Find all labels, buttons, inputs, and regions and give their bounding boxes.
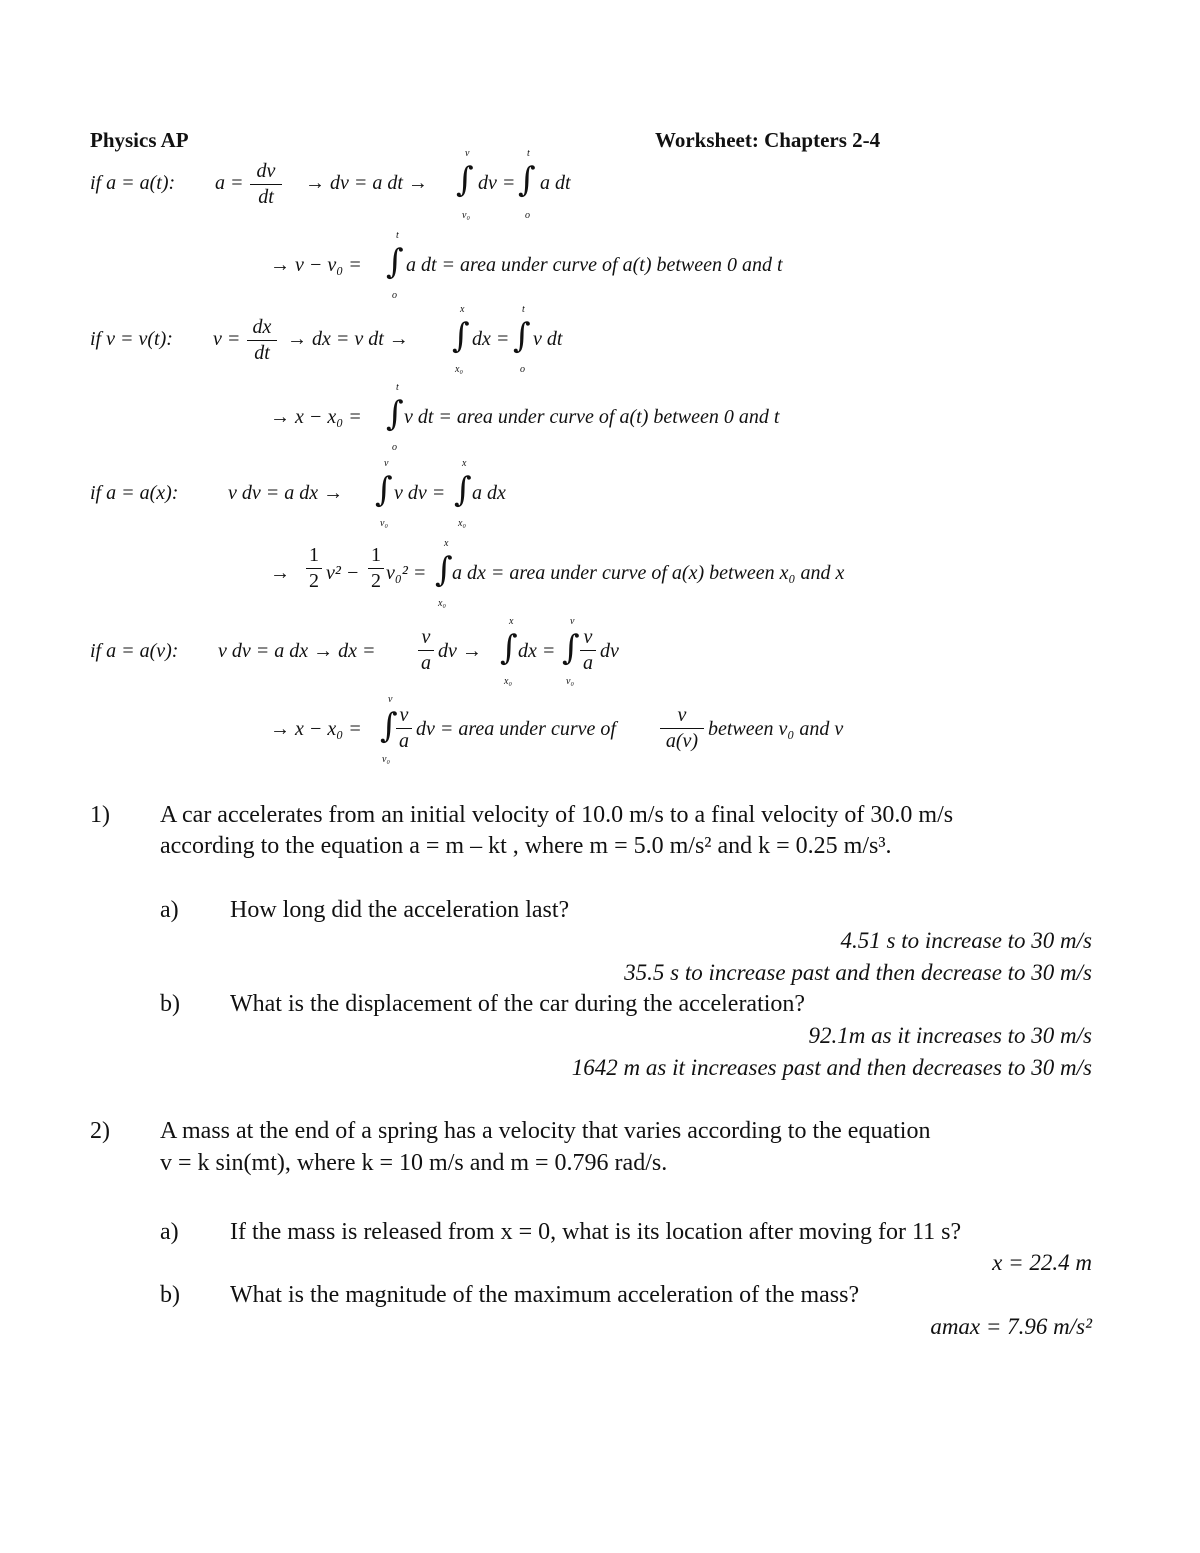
equation-text: v² − <box>326 562 360 584</box>
case-label: if v = v(t): <box>90 328 173 350</box>
lower-limit: o <box>392 290 397 301</box>
part-label: b) <box>160 1282 180 1308</box>
integral-sign: ∫ <box>518 160 536 200</box>
numerator: v <box>583 626 593 648</box>
equation-text: dv <box>600 640 619 662</box>
problem-number: 1) <box>90 802 110 828</box>
numerator: v <box>677 704 687 726</box>
equation-text: v dt = area under curve of a(t) between 0 and t <box>404 406 780 428</box>
integral-sign: ∫ <box>386 242 404 282</box>
case-label: if a = a(v): <box>90 640 179 662</box>
upper-limit: v <box>465 148 470 159</box>
problem-text: A mass at the end of a spring has a velocity that varies according to the equation <box>160 1118 931 1144</box>
lower-limit: v₀ <box>382 754 390 765</box>
numerator: 1 <box>371 544 381 566</box>
fraction-bar <box>306 568 322 569</box>
upper-limit: x <box>462 458 467 469</box>
integral-sign: ∫ <box>500 628 518 668</box>
integral-sign: ∫ <box>452 316 470 356</box>
numerator: 1 <box>309 544 319 566</box>
integral-sign: ∫ <box>562 628 580 668</box>
upper-limit: v <box>388 694 393 705</box>
part-label: a) <box>160 897 179 923</box>
fraction-bar <box>418 650 434 651</box>
answer: x = 22.4 m <box>992 1250 1092 1275</box>
case-label: if a = a(x): <box>90 482 179 504</box>
course-title: Physics AP <box>90 128 189 152</box>
problem-text: v = k sin(mt), where k = 10 m/s and m = 0.796 rad/s. <box>160 1150 668 1176</box>
denominator: 2 <box>371 570 381 592</box>
equation-text: a dx <box>472 482 506 504</box>
lower-limit: x₀ <box>504 676 512 687</box>
lower-limit: x₀ <box>438 598 446 609</box>
fraction-bar <box>247 340 277 341</box>
fraction-bar <box>660 728 704 729</box>
answer: 92.1m as it increases to 30 m/s <box>808 1023 1092 1048</box>
denominator: a <box>399 730 409 752</box>
integral-sign: ∫ <box>456 160 474 200</box>
numerator: v <box>399 704 409 726</box>
integral-sign: ∫ <box>375 470 393 510</box>
problem-text: according to the equation a = m – kt , where m = 5.0 m/s² and k = 0.25 m/s³. <box>160 833 892 859</box>
equation-text: a = <box>215 172 244 194</box>
problem-number: 2) <box>90 1118 110 1144</box>
part-label: b) <box>160 991 180 1017</box>
numerator: dv <box>256 160 276 182</box>
answer: 35.5 s to increase past and then decrease to 30 m/s <box>624 960 1092 985</box>
part-label: a) <box>160 1219 179 1245</box>
integral-sign: ∫ <box>380 706 398 746</box>
denominator: dt <box>254 342 270 364</box>
upper-limit: v <box>570 616 575 627</box>
equation-text: → x − x₀ = <box>270 406 362 428</box>
integral-sign: ∫ <box>513 316 531 356</box>
lower-limit: x₀ <box>458 518 466 529</box>
part-question: What is the magnitude of the maximum acceleration of the mass? <box>230 1282 860 1308</box>
fraction-v-over-a <box>418 626 434 675</box>
equation-text: v dt <box>533 328 563 350</box>
denominator: dt <box>258 186 274 208</box>
upper-limit: t <box>527 148 530 159</box>
answer: 4.51 s to increase to 30 m/s <box>840 928 1092 953</box>
equation-text: dv → <box>438 640 482 662</box>
denominator: a(v) <box>665 730 699 752</box>
upper-limit: t <box>396 382 399 393</box>
lower-limit: v₀ <box>380 518 388 529</box>
part-question: If the mass is released from x = 0, what is its location after moving for 11 s? <box>230 1219 962 1245</box>
equation-text: dv = area under curve of <box>416 718 616 740</box>
equation-text: dx = <box>472 328 510 350</box>
fraction-bar <box>368 568 384 569</box>
fraction-bar <box>580 650 596 651</box>
equation-text: dv = <box>478 172 516 194</box>
fraction-one-half <box>368 544 384 593</box>
part-question: What is the displacement of the car during the acceleration? <box>230 991 806 1017</box>
denominator: a <box>421 652 431 674</box>
upper-limit: t <box>396 230 399 241</box>
lower-limit: o <box>520 364 525 375</box>
equation-text: a dt = area under curve of a(t) between 0 and t <box>406 254 783 276</box>
equation-text: → v − v₀ = <box>270 254 362 276</box>
fraction-dx-dt <box>247 316 277 365</box>
equation-text: between v₀ and v <box>708 718 844 740</box>
fraction-v-over-a <box>396 704 412 753</box>
fraction-v-over-a <box>580 626 596 675</box>
answer: 1642 m as it increases past and then decreases to 30 m/s <box>571 1055 1092 1080</box>
fraction-bar <box>250 184 282 185</box>
equation-text: dx = <box>518 640 556 662</box>
equation-text: a dt <box>540 172 571 194</box>
fraction-one-half <box>306 544 322 593</box>
numerator: v <box>421 626 431 648</box>
lower-limit: v₀ <box>566 676 574 687</box>
integral-sign: ∫ <box>435 550 453 590</box>
equation-text: v₀² = <box>386 562 427 584</box>
equation-text: v = <box>213 328 241 350</box>
equation-text: → x − x₀ = <box>270 718 362 740</box>
fraction-v-over-a-of-v <box>660 704 704 753</box>
numerator: dx <box>252 316 272 338</box>
lower-limit: o <box>392 442 397 453</box>
equation-text: v dv = a dx → dx = <box>218 640 376 662</box>
equation-text: v dv = <box>394 482 446 504</box>
equation-text: → dv = a dt → <box>305 172 428 194</box>
equation-text: v dv = a dx → <box>228 482 344 504</box>
upper-limit: x <box>460 304 465 315</box>
denominator: a <box>583 652 593 674</box>
part-question: How long did the acceleration last? <box>230 897 570 923</box>
upper-limit: x <box>509 616 514 627</box>
integral-sign: ∫ <box>386 394 404 434</box>
arrow: → <box>270 562 290 584</box>
upper-limit: x <box>444 538 449 549</box>
integral-sign: ∫ <box>454 470 472 510</box>
case-label: if a = a(t): <box>90 172 176 194</box>
lower-limit: o <box>525 210 530 221</box>
equation-text: a dx = area under curve of a(x) between x₀ and x <box>452 562 845 584</box>
fraction-dv-dt <box>250 160 282 209</box>
equation-text: → dx = v dt → <box>287 328 409 350</box>
worksheet-title: Worksheet: Chapters 2-4 <box>655 128 881 152</box>
fraction-bar <box>396 728 412 729</box>
upper-limit: t <box>522 304 525 315</box>
upper-limit: v <box>384 458 389 469</box>
lower-limit: x₀ <box>455 364 463 375</box>
answer: amax = 7.96 m/s² <box>930 1314 1092 1339</box>
denominator: 2 <box>309 570 319 592</box>
problem-text: A car accelerates from an initial velocity of 10.0 m/s to a final velocity of 30.0 m/s <box>160 802 954 828</box>
lower-limit: v₀ <box>462 210 470 221</box>
